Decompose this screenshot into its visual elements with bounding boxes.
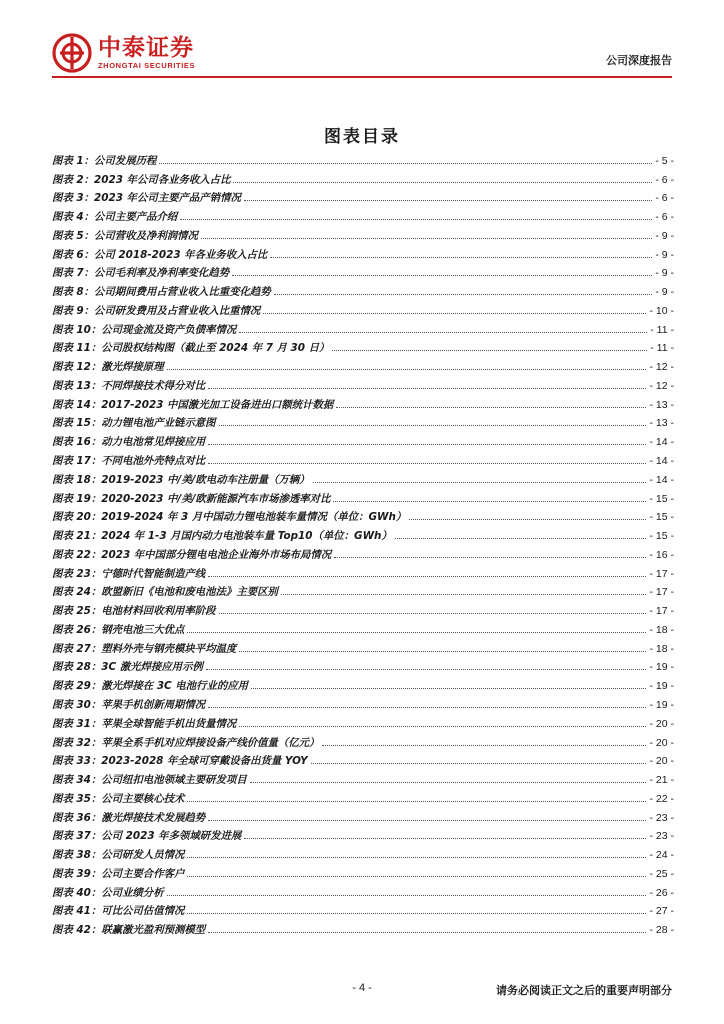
toc-entry-page: - 14 - [649, 473, 674, 486]
toc-entry-label: 图表 12：激光焊接原理 [52, 361, 164, 374]
toc-dot-leader [233, 181, 652, 183]
toc-dot-leader [395, 537, 647, 539]
toc-entry-page: - 25 - [649, 867, 674, 880]
toc-entry-label: 图表 37：公司 2023 年多领域研发进展 [52, 830, 242, 843]
toc-entry-page: - 17 - [649, 586, 674, 599]
toc-dot-leader [244, 199, 652, 201]
toc-dot-leader [219, 424, 647, 426]
toc-entry-label: 图表 40：公司业绩分析 [52, 886, 164, 899]
toc-entry[interactable] [52, 242, 674, 261]
toc-entry[interactable] [52, 673, 674, 692]
toc-dot-leader [208, 706, 646, 708]
toc-dot-leader [313, 481, 647, 483]
toc-dot-leader [159, 162, 652, 164]
brand-name-cn: 中泰证券 [98, 35, 194, 61]
toc-entry-page: - 6 - [655, 173, 674, 186]
toc-entry-page: - 13 - [649, 398, 674, 411]
toc-entry-label: 图表 3：2023 年公司主要产品产销情况 [52, 192, 241, 205]
toc-entry-page: - 24 - [649, 849, 674, 862]
toc-entry-page: - 17 - [649, 605, 674, 618]
toc-entry-page: - 5 - [655, 154, 674, 167]
toc-dot-leader [187, 631, 646, 633]
toc-entry-page: - 17 - [649, 567, 674, 580]
toc-entry[interactable] [52, 204, 674, 223]
toc-entry[interactable] [52, 373, 674, 392]
toc-entry-label: 图表 30：苹果手机创新周期情况 [52, 698, 206, 711]
toc-entry[interactable] [52, 767, 674, 786]
zhongtai-logo-icon [52, 33, 92, 73]
toc-dot-leader [270, 256, 652, 258]
toc-entry[interactable] [52, 880, 674, 899]
toc-dot-leader [239, 725, 646, 727]
toc-entry-page: - 6 - [655, 211, 674, 224]
toc-dot-leader [244, 837, 646, 839]
toc-entry[interactable] [52, 505, 674, 524]
brand-logo [52, 32, 195, 74]
toc-entry-page: - 22 - [649, 792, 674, 805]
toc-entry[interactable] [52, 279, 674, 298]
toc-entry-label: 图表 35：公司主要核心技术 [52, 792, 185, 805]
toc-entry-page: - 18 - [649, 623, 674, 636]
toc-entry[interactable] [52, 411, 674, 430]
toc-entry-page: - 14 - [649, 436, 674, 449]
toc-entry-label: 图表 31：苹果全球智能手机出货量情况 [52, 717, 237, 730]
toc-entry[interactable] [52, 486, 674, 505]
toc-entry-page: - 9 - [655, 267, 674, 280]
toc-entry-label: 图表 2：2023 年公司各业务收入占比 [52, 173, 231, 186]
brand-name-en: ZHONGTAI SECURITIES [98, 61, 196, 70]
toc-entry[interactable] [52, 542, 674, 561]
toc-entry-label: 图表 24：欧盟新旧《电池和废电池法》主要区别 [52, 586, 278, 599]
toc-dot-leader [239, 331, 647, 333]
toc-entry-page: - 10 - [649, 304, 674, 317]
footer-page-number: - 4 - [352, 982, 372, 994]
toc-entry[interactable] [52, 223, 674, 242]
toc-entry[interactable] [52, 842, 674, 861]
toc-entry-page: - 14 - [649, 455, 674, 468]
toc-entry-label: 图表 1：公司发展历程 [52, 154, 157, 167]
toc-dot-leader [263, 312, 646, 314]
toc-entry-page: - 11 - [650, 342, 674, 355]
page-title: 图表目录 [324, 127, 400, 147]
toc-entry-page: - 15 - [649, 492, 674, 505]
toc-entry[interactable] [52, 148, 674, 167]
toc-entry-page: - 11 - [650, 323, 674, 336]
toc-dot-leader [409, 518, 646, 520]
toc-dot-leader [187, 875, 646, 877]
toc-entry-page: - 26 - [649, 886, 674, 899]
toc-entry-label: 图表 26：钢壳电池三大优点 [52, 623, 185, 636]
toc-entry[interactable] [52, 392, 674, 411]
toc-entry-label: 图表 16：动力电池常见焊接应用 [52, 436, 206, 449]
toc-entry[interactable] [52, 749, 674, 768]
toc-entry-page: - 20 - [649, 755, 674, 768]
toc-entry-page: - 27 - [649, 905, 674, 918]
toc-dot-leader [250, 781, 647, 783]
toc-entry[interactable] [52, 561, 674, 580]
footer-disclaimer: 请务必阅读正文之后的重要声明部分 [496, 984, 672, 997]
toc-entry-page: - 20 - [649, 717, 674, 730]
toc-entry-label: 图表 10：公司现金流及资产负债率情况 [52, 323, 237, 336]
toc-entry-label: 图表 22：2023 年中国部分锂电电池企业海外市场布局情况 [52, 548, 332, 561]
toc-entry-label: 图表 38：公司研发人员情况 [52, 849, 185, 862]
toc-entry[interactable] [52, 692, 674, 711]
toc-entry[interactable] [52, 711, 674, 730]
figure-index-list [52, 148, 674, 936]
toc-entry-page: - 9 - [655, 286, 674, 299]
toc-dot-leader [336, 406, 646, 408]
toc-entry-page: - 19 - [649, 661, 674, 674]
toc-dot-leader [251, 687, 646, 689]
toc-entry-label: 图表 6：公司 2018-2023 年各业务收入占比 [52, 248, 268, 261]
toc-entry-page: - 16 - [649, 548, 674, 561]
toc-dot-leader [206, 668, 647, 670]
toc-dot-leader [208, 819, 646, 821]
toc-dot-leader [208, 575, 646, 577]
toc-entry-label: 图表 14：2017-2023 中国激光加工设备进出口额统计数据 [52, 398, 334, 411]
toc-entry-page: - 21 - [649, 774, 674, 787]
toc-entry-label: 图表 18：2019-2023 中/美/欧电动车注册量（万辆） [52, 473, 310, 486]
toc-entry-page: - 18 - [649, 642, 674, 655]
toc-dot-leader [281, 593, 647, 595]
toc-entry-page: - 19 - [649, 698, 674, 711]
toc-entry-page: - 28 - [649, 924, 674, 937]
toc-entry[interactable] [52, 617, 674, 636]
toc-entry-label: 图表 21：2024 年 1-3 月国内动力电池装车量 Top10（单位：GWh） [52, 530, 392, 543]
toc-dot-leader [208, 931, 646, 933]
toc-entry-label: 图表 9：公司研发费用及占营业收入比重情况 [52, 304, 261, 317]
toc-entry-label: 图表 33：2023-2028 年全球可穿戴设备出货量 YOY [52, 755, 308, 768]
toc-dot-leader [208, 387, 646, 389]
toc-entry[interactable] [52, 636, 674, 655]
toc-dot-leader [322, 744, 646, 746]
toc-entry-page: - 6 - [655, 192, 674, 205]
toc-entry[interactable] [52, 917, 674, 936]
toc-entry-label: 图表 15：动力锂电池产业链示意图 [52, 417, 216, 430]
toc-entry-label: 图表 20：2019-2024 年 3 月中国动力锂电池装车量情况（单位：GWh） [52, 511, 407, 524]
toc-entry-page: - 15 - [649, 511, 674, 524]
toc-entry[interactable] [52, 580, 674, 599]
toc-dot-leader [332, 349, 647, 351]
toc-entry[interactable] [52, 805, 674, 824]
toc-entry-label: 图表 41：可比公司估值情况 [52, 905, 185, 918]
toc-entry[interactable] [52, 317, 674, 336]
toc-entry-label: 图表 17：不同电池外壳特点对比 [52, 455, 206, 468]
toc-entry-label: 图表 8：公司期间费用占营业收入比重变化趋势 [52, 286, 271, 299]
toc-entry-label: 图表 27：塑料外壳与钢壳模块平均温度 [52, 642, 237, 655]
toc-entry-page: - 9 - [655, 248, 674, 261]
toc-entry-label: 图表 36：激光焊接技术发展趋势 [52, 811, 206, 824]
toc-entry-label: 图表 13：不同焊接技术得分对比 [52, 379, 206, 392]
toc-entry[interactable] [52, 655, 674, 674]
toc-entry-label: 图表 39：公司主要合作客户 [52, 867, 185, 880]
toc-entry[interactable] [52, 523, 674, 542]
toc-dot-leader [201, 237, 652, 239]
toc-entry-label: 图表 25：电池材料回收利用率阶段 [52, 605, 216, 618]
toc-dot-leader [208, 462, 646, 464]
toc-entry-label: 图表 19：2020-2023 中/美/欧新能源汽车市场渗透率对比 [52, 492, 331, 505]
toc-entry-page: - 15 - [649, 530, 674, 543]
toc-entry-label: 图表 11：公司股权结构图（截止至 2024 年 7 月 30 日） [52, 342, 330, 355]
toc-dot-leader [187, 800, 646, 802]
toc-entry-label: 图表 42：联赢激光盈利预测模型 [52, 924, 206, 937]
toc-entry-page: - 9 - [655, 229, 674, 242]
toc-entry[interactable] [52, 467, 674, 486]
toc-entry-page: - 13 - [649, 417, 674, 430]
toc-entry-page: - 23 - [649, 811, 674, 824]
toc-entry[interactable] [52, 786, 674, 805]
toc-entry-page: - 12 - [649, 361, 674, 374]
toc-dot-leader [208, 443, 646, 445]
toc-dot-leader [167, 368, 647, 370]
toc-entry[interactable] [52, 336, 674, 355]
toc-dot-leader [219, 612, 647, 614]
toc-entry[interactable] [52, 261, 674, 280]
toc-dot-leader [180, 218, 652, 220]
toc-entry[interactable] [52, 598, 674, 617]
toc-entry[interactable] [52, 186, 674, 205]
toc-entry[interactable] [52, 899, 674, 918]
toc-entry[interactable] [52, 429, 674, 448]
toc-entry[interactable] [52, 167, 674, 186]
toc-entry[interactable] [52, 448, 674, 467]
toc-entry[interactable] [52, 354, 674, 373]
page-header [52, 30, 672, 78]
toc-dot-leader [232, 274, 652, 276]
toc-entry-label: 图表 23：宁德时代智能制造产线 [52, 567, 206, 580]
toc-entry-page: - 20 - [649, 736, 674, 749]
toc-dot-leader [187, 912, 646, 914]
toc-entry-page: - 23 - [649, 830, 674, 843]
toc-entry[interactable] [52, 861, 674, 880]
toc-entry-page: - 12 - [649, 379, 674, 392]
toc-dot-leader [311, 762, 647, 764]
toc-dot-leader [187, 856, 646, 858]
toc-entry[interactable] [52, 730, 674, 749]
toc-dot-leader [274, 293, 653, 295]
toc-entry-label: 图表 4：公司主要产品介绍 [52, 211, 178, 224]
toc-entry[interactable] [52, 298, 674, 317]
toc-dot-leader [334, 556, 646, 558]
toc-entry-label: 图表 34：公司纽扣电池领域主要研发项目 [52, 774, 247, 787]
toc-entry-label: 图表 29：激光焊接在 3C 电池行业的应用 [52, 680, 249, 693]
toc-entry-page: - 19 - [649, 680, 674, 693]
toc-entry-label: 图表 7：公司毛利率及净利率变化趋势 [52, 267, 230, 280]
toc-entry-label: 图表 32：苹果全系手机对应焊接设备产线价值量（亿元） [52, 736, 320, 749]
toc-dot-leader [333, 500, 646, 502]
toc-entry[interactable] [52, 824, 674, 843]
toc-entry-label: 图表 5：公司营收及净利润情况 [52, 229, 198, 242]
toc-dot-leader [167, 894, 647, 896]
report-type-label: 公司深度报告 [606, 54, 672, 67]
toc-entry-label: 图表 28：3C 激光焊接应用示例 [52, 661, 203, 674]
toc-dot-leader [239, 650, 646, 652]
